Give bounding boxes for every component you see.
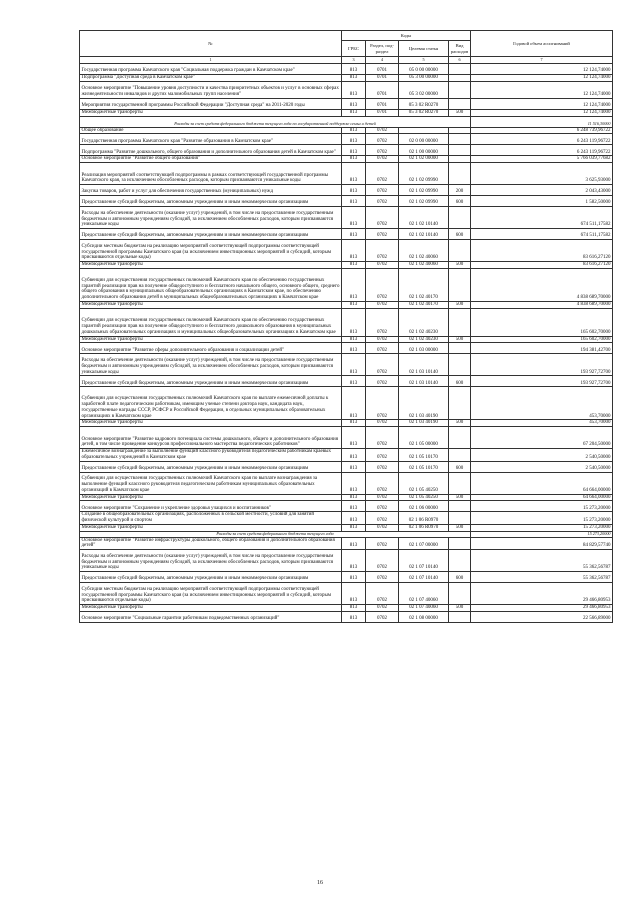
row-amount: 15 273,20000 (471, 501, 613, 512)
table-row (80, 501, 613, 512)
row-vr: 500 (449, 605, 471, 612)
header-index: 1 (80, 57, 342, 64)
row-grbs: 813 (342, 427, 366, 449)
row-grbs: 813 (342, 572, 366, 583)
row-section: 0702 (366, 572, 399, 583)
row-grbs: 813 (342, 583, 366, 605)
row-target: 02 1 05 40250 (399, 472, 449, 494)
page-number: 16 (317, 880, 323, 886)
row-vr (449, 64, 471, 75)
row-target: 02 1 03 40190 (399, 420, 449, 427)
note-text: Расходы за счет средств федерального бюджета текущего года по государственной поддержке семьи и детей (80, 116, 471, 127)
table-row (80, 512, 613, 525)
row-section: 0702 (366, 229, 399, 240)
row-target: 02 1 02 09990 (399, 185, 449, 196)
row-amount: 4 838 689,70000 (471, 301, 613, 308)
row-grbs: 813 (342, 387, 366, 420)
row-amount: 22 566,89000 (471, 611, 613, 622)
row-target: 02 1 02 40060 (399, 262, 449, 269)
row-vr (449, 98, 471, 109)
row-grbs: 813 (342, 145, 366, 156)
row-vr (449, 127, 471, 134)
row-target: 02 1 03 00000 (399, 343, 449, 354)
row-target: 02 1 05 40250 (399, 494, 449, 501)
header-index: 7 (471, 57, 613, 64)
row-target: 02 1 02 09990 (399, 163, 449, 185)
row-name: Предоставление субсидий бюджетным, автономным учреждениям и иным некоммерческим организациям (80, 461, 342, 472)
table-row (80, 301, 613, 308)
row-amount: 12 124,74000 (471, 81, 613, 98)
row-target: 02 1 02 40230 (399, 308, 449, 336)
row-vr (449, 537, 471, 550)
row-vr (449, 75, 471, 82)
table-row (80, 611, 613, 622)
row-name: Основное мероприятие "Развитие сферы дополнительного образования и социализации детей" (80, 343, 342, 354)
row-vr: 500 (449, 301, 471, 308)
row-section: 0702 (366, 240, 399, 262)
row-name: Межбюджетные трансферты (80, 336, 342, 343)
row-name: Расходы на обеспечение деятельности (оказание услуг) учреждений, в том числе на предоставление государственным бюджетным и автономным учреждениям субсидий, за исключением обособленных расходов, которым присваиваются уникальные коды (80, 550, 342, 572)
row-section: 0702 (366, 163, 399, 185)
row-amount: 674 511,17582 (471, 229, 613, 240)
row-vr (449, 583, 471, 605)
table-row (80, 134, 613, 145)
row-vr (449, 240, 471, 262)
row-amount: 193 927,72700 (471, 354, 613, 376)
row-section: 0702 (366, 134, 399, 145)
row-amount: 194 381,42700 (471, 343, 613, 354)
row-amount: 6 248 739,96722 (471, 127, 613, 134)
table-row (80, 196, 613, 207)
row-target: 05 3 00 00000 (399, 75, 449, 82)
table-row (80, 308, 613, 336)
row-section: 0701 (366, 75, 399, 82)
row-section: 0702 (366, 524, 399, 531)
row-amount: 165 602,70000 (471, 308, 613, 336)
row-vr (449, 156, 471, 163)
header-target: Целевая статья (399, 41, 449, 57)
table-row (80, 268, 613, 301)
table-row (80, 64, 613, 75)
header-annual: Годовой объем ассигнований (471, 31, 613, 57)
row-target: 02 1 00 00000 (399, 145, 449, 156)
row-name: Общее образование (80, 127, 342, 134)
row-target: 02 1 02 40170 (399, 301, 449, 308)
row-amount: 12 124,74000 (471, 98, 613, 109)
row-vr (449, 472, 471, 494)
row-target: 02 1 07 40060 (399, 605, 449, 612)
header-num: № (80, 31, 342, 57)
row-grbs: 813 (342, 336, 366, 343)
row-name: Основное мероприятие "Развитие кадрового потенциала системы дошкольного, общего и дополнительного образования детей, в том числе проведение конкурсов профессионального мастерства педагогических работников" (80, 427, 342, 449)
row-section: 0702 (366, 207, 399, 229)
row-name: Межбюджетные трансферты (80, 494, 342, 501)
row-vr (449, 163, 471, 185)
row-target: 02 1 03 10140 (399, 354, 449, 376)
row-amount: 5 766 039,77682 (471, 156, 613, 163)
table-row (80, 109, 613, 116)
table-row (80, 240, 613, 262)
table-row (80, 145, 613, 156)
row-name: Подпрограмма "Развитие дошкольного, общего образования и дополнительного образования детей в Камчатском крае" (80, 145, 342, 156)
row-section: 0702 (366, 185, 399, 196)
row-section: 0701 (366, 109, 399, 116)
row-name: Государственная программа Камчатского края "Развитие образования в Камчатском крае" (80, 134, 342, 145)
row-section: 0702 (366, 611, 399, 622)
row-section: 0702 (366, 501, 399, 512)
table-row (80, 343, 613, 354)
note-text: Расходы за счет средств федерального бюджета текущего года (80, 531, 471, 537)
row-section: 0702 (366, 420, 399, 427)
row-target: 02 1 07 10140 (399, 550, 449, 572)
table-row (80, 494, 613, 501)
row-vr: 500 (449, 420, 471, 427)
row-section: 0702 (366, 343, 399, 354)
row-grbs: 813 (342, 376, 366, 387)
row-grbs: 813 (342, 449, 366, 462)
table-row (80, 524, 613, 531)
row-vr (449, 343, 471, 354)
row-section: 0702 (366, 301, 399, 308)
row-target: 02 1 02 00000 (399, 156, 449, 163)
table-row (80, 537, 613, 550)
row-vr: 600 (449, 229, 471, 240)
row-amount: 83 616,27120 (471, 262, 613, 269)
table-row (80, 461, 613, 472)
row-vr: 600 (449, 376, 471, 387)
row-name: Подпрограмма "Доступная среда в Камчатском крае" (80, 75, 342, 82)
row-name: Основное мероприятие "Повышение уровня доступности и качества приоритетных объектов и услуг в основных сферах жизнедеятельности инвалидов и других маломобильных групп населения" (80, 81, 342, 98)
table-row (80, 387, 613, 420)
header-index: 4 (366, 57, 399, 64)
row-target: 02 1 08 00000 (399, 611, 449, 622)
row-target: 02 1 02 10140 (399, 207, 449, 229)
row-target: 05 3 02 00000 (399, 81, 449, 98)
row-target (399, 127, 449, 134)
row-vr (449, 512, 471, 525)
row-vr (449, 550, 471, 572)
row-section: 0702 (366, 145, 399, 156)
row-target: 05 3 02 R0270 (399, 109, 449, 116)
row-grbs: 813 (342, 163, 366, 185)
row-grbs: 813 (342, 605, 366, 612)
row-section: 0701 (366, 98, 399, 109)
row-section: 0701 (366, 81, 399, 98)
row-amount: 1 582,50000 (471, 196, 613, 207)
row-grbs: 813 (342, 229, 366, 240)
note-amount: 15 273,20000 (471, 531, 613, 537)
row-name: Предоставление субсидий бюджетным, автономным учреждениям и иным некоммерческим организациям (80, 229, 342, 240)
table-row (80, 376, 613, 387)
row-grbs: 813 (342, 64, 366, 75)
header-index: 6 (449, 57, 471, 64)
table-row (80, 229, 613, 240)
row-vr (449, 145, 471, 156)
header-index: 3 (342, 57, 366, 64)
row-vr: 600 (449, 572, 471, 583)
table-row (80, 262, 613, 269)
table-row (80, 550, 613, 572)
header-section: Раздел, под-раздел (366, 41, 399, 57)
row-section: 0702 (366, 376, 399, 387)
row-section: 0702 (366, 472, 399, 494)
row-section: 0702 (366, 196, 399, 207)
row-name: Основное мероприятие "Сохранение и укрепление здоровья учащихся и воспитанников" (80, 501, 342, 512)
table-row (80, 98, 613, 109)
row-name: Основное мероприятие "Социальные гарантии работникам подведомственных организаций" (80, 611, 342, 622)
row-section: 0702 (366, 550, 399, 572)
row-vr (449, 134, 471, 145)
row-name: Основное мероприятие "Развитие общего образования" (80, 156, 342, 163)
row-name: Межбюджетные трансферты (80, 109, 342, 116)
row-amount: 453,70000 (471, 387, 613, 420)
row-grbs: 813 (342, 550, 366, 572)
row-target: 02 1 02 09990 (399, 196, 449, 207)
row-grbs: 813 (342, 207, 366, 229)
row-target: 02 1 05 10170 (399, 461, 449, 472)
row-vr: 500 (449, 262, 471, 269)
row-target: 02 1 02 40170 (399, 268, 449, 301)
row-amount: 674 511,17582 (471, 207, 613, 229)
row-target: 02 1 07 00000 (399, 537, 449, 550)
row-name: Основное мероприятие "Развитие инфраструктуры дошкольного, общего образования и дополнительного образования детей" (80, 537, 342, 550)
table-row (80, 572, 613, 583)
row-vr (449, 268, 471, 301)
row-grbs: 813 (342, 81, 366, 98)
header-index: 5 (399, 57, 449, 64)
row-name: Закупка товаров, работ и услуг для обеспечения государственных (муниципальных) нужд (80, 185, 342, 196)
row-name: Предоставление субсидий бюджетным, автономным учреждениям и иным некоммерческим организациям (80, 196, 342, 207)
row-target: 02 0 00 00000 (399, 134, 449, 145)
row-grbs: 813 (342, 308, 366, 336)
row-vr: 500 (449, 494, 471, 501)
row-target: 02 1 06 R0970 (399, 524, 449, 531)
row-name: Субвенции для осуществления государственных полномочий Камчатского края по обеспечению государственных гарантий реализации прав на получение общедоступного и бесплатного дошкольного образования в муниципальных дошкольных образовательных организациях и муниципальных общеобразовательных организациях в Камчатском крае (80, 308, 342, 336)
table-body (80, 64, 613, 623)
row-amount: 15 273,20000 (471, 512, 613, 525)
row-name: Предоставление субсидий бюджетным, автономным учреждениям и иным некоммерческим организациям (80, 376, 342, 387)
row-amount: 83 616,27120 (471, 240, 613, 262)
row-amount: 12 124,74000 (471, 109, 613, 116)
row-amount: 2 540,50000 (471, 449, 613, 462)
row-grbs: 813 (342, 343, 366, 354)
row-vr (449, 611, 471, 622)
row-section: 0702 (366, 449, 399, 462)
row-section: 0702 (366, 308, 399, 336)
row-grbs: 813 (342, 127, 366, 134)
row-vr: 500 (449, 336, 471, 343)
table-row (80, 472, 613, 494)
row-grbs: 813 (342, 75, 366, 82)
row-target: 02 1 03 40190 (399, 387, 449, 420)
row-section: 0702 (366, 127, 399, 134)
note-amount: 11 516,30000 (471, 116, 613, 127)
row-target: 02 1 06 00000 (399, 501, 449, 512)
row-name: Межбюджетные трансферты (80, 420, 342, 427)
row-vr: 200 (449, 185, 471, 196)
row-section: 0702 (366, 336, 399, 343)
table-row (80, 156, 613, 163)
row-name: Субсидии местным бюджетам на реализацию мероприятий соответствующей подпрограммы соответствующей государственной программы Камчатского края (за исключением инвестиционных мероприятий и субсидий, которым присваиваются отдельные коды) (80, 583, 342, 605)
row-target: 02 1 07 10140 (399, 572, 449, 583)
table-header (80, 31, 613, 64)
row-target: 02 1 07 40060 (399, 583, 449, 605)
row-grbs: 813 (342, 501, 366, 512)
row-target: 02 1 02 10140 (399, 229, 449, 240)
row-amount: 15 273,20000 (471, 524, 613, 531)
row-target: 02 1 06 R0970 (399, 512, 449, 525)
row-grbs: 813 (342, 301, 366, 308)
row-grbs: 813 (342, 196, 366, 207)
row-name: Субвенции для осуществления государственных полномочий Камчатского края по выплате вознаграждения за выполнение функций классного руководителя педагогическим работникам муниципальных образовательных организаций в Камчатском крае (80, 472, 342, 494)
table-row (80, 583, 613, 605)
row-amount: 64 664,00000 (471, 472, 613, 494)
row-section: 0702 (366, 494, 399, 501)
row-name: Межбюджетные трансферты (80, 524, 342, 531)
row-name: Государственная программа Камчатского края "Социальная поддержка граждан в Камчатском крае" (80, 64, 342, 75)
row-name: Межбюджетные трансферты (80, 301, 342, 308)
header-vr: Вид расходов (449, 41, 471, 57)
table-row (80, 75, 613, 82)
row-amount: 2 540,50000 (471, 461, 613, 472)
row-amount: 2 043,43000 (471, 185, 613, 196)
table-row (80, 81, 613, 98)
row-amount: 12 124,74000 (471, 75, 613, 82)
row-vr: 600 (449, 461, 471, 472)
note-row (80, 116, 613, 127)
row-grbs: 813 (342, 268, 366, 301)
row-name: Создание в общеобразовательных организациях, расположенных в сельской местности, условий для занятий физической культурой и спортом (80, 512, 342, 525)
row-vr: 600 (449, 196, 471, 207)
row-section: 0702 (366, 583, 399, 605)
row-grbs: 813 (342, 109, 366, 116)
row-grbs: 813 (342, 262, 366, 269)
row-amount: 6 243 119,96722 (471, 134, 613, 145)
row-amount: 3 625,93000 (471, 163, 613, 185)
row-section: 0701 (366, 64, 399, 75)
row-target: 02 1 05 00000 (399, 427, 449, 449)
row-target: 05 3 02 R0270 (399, 98, 449, 109)
row-grbs: 813 (342, 134, 366, 145)
row-target: 02 1 05 10170 (399, 449, 449, 462)
row-name: Ежемесячное вознаграждение за выполнение функций классного руководителя педагогическим работникам краевых образовательных учреждений в Камчатском крае (80, 449, 342, 462)
row-vr (449, 501, 471, 512)
row-grbs: 813 (342, 494, 366, 501)
row-name: Межбюджетные трансферты (80, 262, 342, 269)
row-section: 0702 (366, 537, 399, 550)
row-grbs: 813 (342, 240, 366, 262)
row-amount: 84 829,57740 (471, 537, 613, 550)
row-target: 02 1 02 40230 (399, 336, 449, 343)
row-amount: 193 927,72700 (471, 376, 613, 387)
row-name: Расходы на обеспечение деятельности (оказание услуг) учреждений, в том числе на предоставление государственным бюджетным и автономным учреждениям субсидий, за исключением обособленных расходов, которым присваиваются уникальные коды (80, 354, 342, 376)
row-name: Субвенции для осуществления государственных полномочий Камчатского края по выплате ежемесячной доплаты к заработной плате педагогическим работникам, имеющим ученые степени доктора наук, кандидата наук, государственные награды СССР, РСФСР и Российской Федерации, в отдельных муниципальных образовательных организациях в Камчатском крае (80, 387, 342, 420)
row-grbs: 813 (342, 512, 366, 525)
row-amount: 29 466,80953 (471, 583, 613, 605)
row-name: Расходы на обеспечение деятельности (оказание услуг) учреждений, в том числе на предоставление государственным бюджетным и автономным учреждениям субсидий, за исключением обособленных расходов, которым присваиваются уникальные коды (80, 207, 342, 229)
row-section: 0702 (366, 605, 399, 612)
row-grbs: 813 (342, 185, 366, 196)
budget-table (79, 30, 613, 623)
row-amount: 55 362,56787 (471, 550, 613, 572)
row-name: Субсидии местным бюджетам на реализацию мероприятий соответствующей подпрограммы соответствующей государственной программы Камчатского края (за исключением инвестиционных мероприятий и субсидий, которым присваиваются отдельные коды) (80, 240, 342, 262)
row-vr (449, 387, 471, 420)
row-grbs: 813 (342, 420, 366, 427)
row-vr (449, 354, 471, 376)
row-grbs: 813 (342, 611, 366, 622)
table-row (80, 427, 613, 449)
row-amount: 55 362,56787 (471, 572, 613, 583)
row-vr (449, 207, 471, 229)
row-amount: 165 602,70000 (471, 336, 613, 343)
row-amount: 12 124,74000 (471, 64, 613, 75)
row-target: 02 1 03 10140 (399, 376, 449, 387)
row-vr: 500 (449, 524, 471, 531)
table-row (80, 336, 613, 343)
row-name: Предоставление субсидий бюджетным, автономным учреждениям и иным некоммерческим организациям (80, 572, 342, 583)
row-target: 02 1 02 40060 (399, 240, 449, 262)
row-amount: 6 243 119,96722 (471, 145, 613, 156)
row-vr (449, 427, 471, 449)
table-row (80, 449, 613, 462)
row-vr (449, 81, 471, 98)
row-section: 0702 (366, 156, 399, 163)
table-row (80, 127, 613, 134)
row-grbs: 813 (342, 461, 366, 472)
row-section: 0702 (366, 512, 399, 525)
row-name: Реализация мероприятий соответствующей подпрограммы в рамках соответствующей государственной программы Камчатского края, за исключением обособленных расходов, которым присваиваются уникальные коды (80, 163, 342, 185)
table-row (80, 185, 613, 196)
row-name: Субвенции для осуществления государственных полномочий Камчатского края по обеспечению государственных гарантий реализации прав на получение общедоступного и бесплатного начального общего, основного общего, среднего общего образования в муниципальных общеобразовательных организациях в Камчатском крае, по обеспечению дополнительного образования детей в муниципальных общеобразовательных организациях в Камчатском крае (80, 268, 342, 301)
header-index-row (80, 57, 613, 64)
row-section: 0702 (366, 354, 399, 376)
table-row (80, 420, 613, 427)
row-target: 05 0 00 00000 (399, 64, 449, 75)
row-amount: 64 664,00000 (471, 494, 613, 501)
row-vr (449, 449, 471, 462)
row-section: 0702 (366, 268, 399, 301)
header-grbs: ГРБС (342, 41, 366, 57)
table-row (80, 354, 613, 376)
row-section: 0702 (366, 461, 399, 472)
row-name: Межбюджетные трансферты (80, 605, 342, 612)
table-row (80, 207, 613, 229)
row-section: 0702 (366, 262, 399, 269)
row-vr (449, 308, 471, 336)
row-grbs: 813 (342, 472, 366, 494)
row-amount: 67 204,50000 (471, 427, 613, 449)
row-grbs: 813 (342, 98, 366, 109)
row-name: Мероприятия государственной программы Российской Федерации "Доступная среда" на 2011-2020 годы (80, 98, 342, 109)
row-amount: 4 838 689,70000 (471, 268, 613, 301)
row-vr: 500 (449, 109, 471, 116)
row-section: 0702 (366, 427, 399, 449)
row-amount: 29 466,80953 (471, 605, 613, 612)
row-grbs: 813 (342, 537, 366, 550)
row-section: 0702 (366, 387, 399, 420)
row-amount: 453,70000 (471, 420, 613, 427)
table-row (80, 605, 613, 612)
table-row (80, 163, 613, 185)
row-grbs: 813 (342, 156, 366, 163)
row-grbs: 813 (342, 354, 366, 376)
row-grbs: 813 (342, 524, 366, 531)
header-codes: Коды (342, 31, 471, 41)
